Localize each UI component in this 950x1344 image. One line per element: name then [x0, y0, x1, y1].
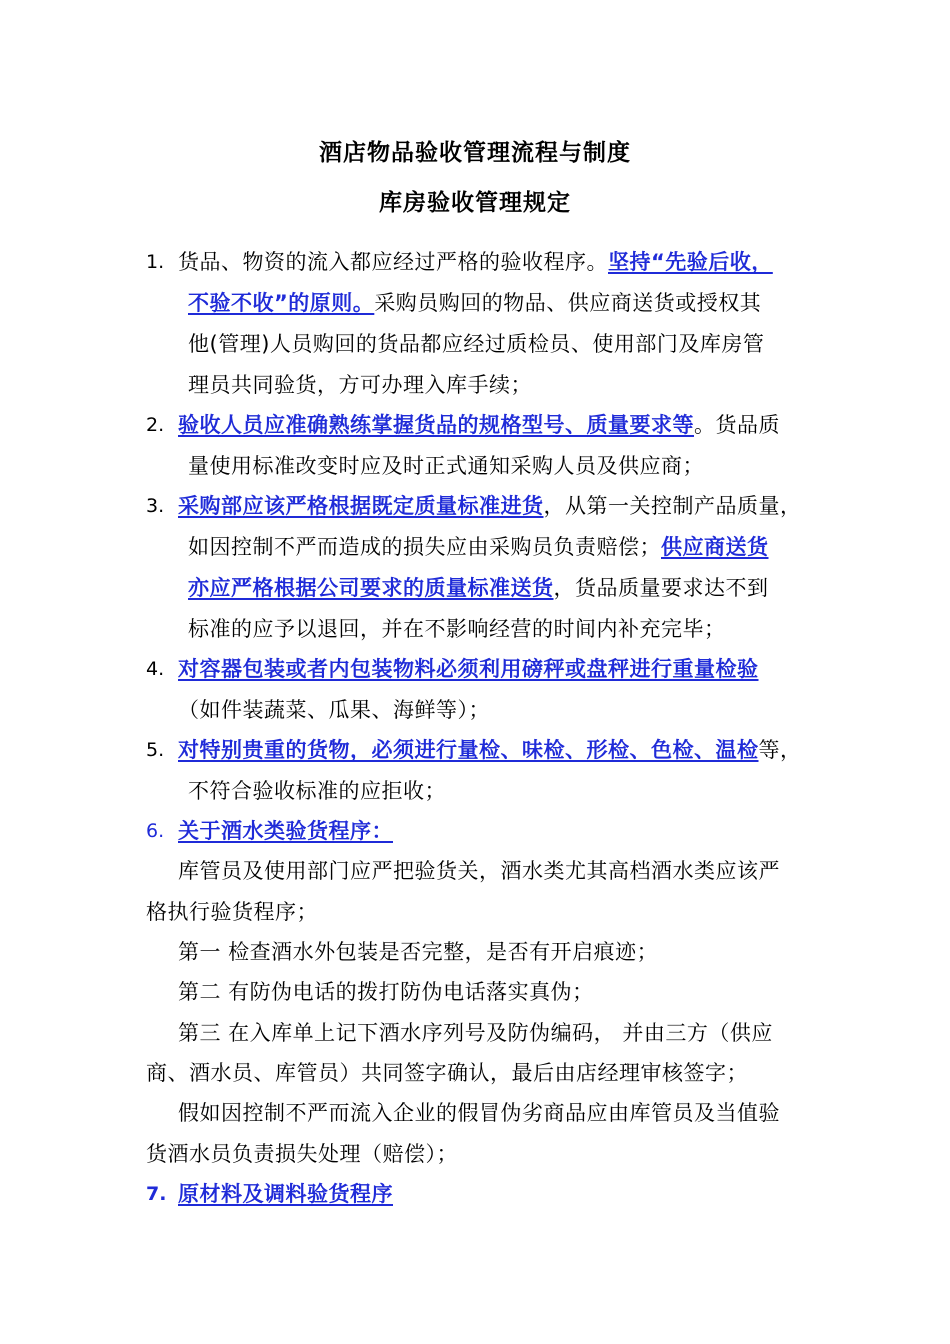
- item-6-highlight: 关于酒水类验货程序：: [178, 819, 393, 843]
- item-6-para-1-line-1: 库管员及使用部门应严把验货关，酒水类尤其高档酒水类应该严: [178, 859, 780, 883]
- item-3-line-1: [178, 492, 802, 520]
- item-6-step-2: 第二 有防伪电话的拨打防伪电话落实真伪；: [178, 980, 594, 1004]
- document-subtitle: 库房验收管理规定: [379, 190, 571, 216]
- item-6-step-1: 第一 检查酒水外包装是否完整，是否有开启痕迹；: [178, 940, 659, 964]
- item-3-text-2: 如因控制不严而造成的损失应由采购员负责赔偿；: [188, 535, 661, 559]
- document-title: 酒店物品验收管理流程与制度: [319, 140, 631, 166]
- item-1-text: 货品、物资的流入都应经过严格的验收程序。: [178, 250, 608, 274]
- item-6-number: 6.: [146, 820, 165, 842]
- item-1-line-3: 他(管理)人员购回的货品都应经过质检员、使用部门及库房管: [188, 332, 765, 356]
- item-1-line-1: [178, 248, 773, 276]
- item-3-highlight-2: 供应商送货: [661, 535, 769, 559]
- item-3-number: 3.: [146, 495, 165, 517]
- item-5-text: 等，: [758, 738, 802, 762]
- item-2-highlight: 验收人员应准确熟练掌握货品的规格型号、质量要求等: [178, 413, 694, 437]
- item-5-line-1: [178, 736, 802, 764]
- item-4-line-1: [178, 655, 759, 683]
- item-6-para-2-line-2: 货酒水员负责损失处理（赔偿）；: [146, 1142, 458, 1166]
- item-6-heading: [178, 817, 393, 845]
- item-7-number: 7.: [146, 1183, 167, 1205]
- item-1-number: 1.: [146, 251, 165, 273]
- item-3-text: ，从第一关控制产品质量，: [543, 494, 802, 518]
- item-3-line-2: [188, 533, 769, 561]
- item-4-highlight: 对容器包装或者内包装物料必须利用磅秤或盘秤进行重量检验: [178, 657, 759, 681]
- item-5-line-2: 不符合验收标准的应拒收；: [188, 779, 446, 803]
- item-3-line-3: [188, 574, 769, 602]
- item-5-number: 5.: [146, 739, 165, 761]
- item-6-step-3-line-1: 第三 在入库单上记下酒水序列号及防伪编码， 并由三方（供应: [178, 1021, 773, 1045]
- item-1-highlight: 坚持“先验后收，: [608, 250, 773, 274]
- item-1-line-2: [188, 289, 761, 317]
- item-4-number: 4.: [146, 658, 165, 680]
- item-6-step-3-line-2: 商、酒水员、库管员）共同签字确认，最后由店经理审核签字；: [146, 1061, 748, 1085]
- item-1-text-2: 采购员购回的物品、供应商送货或授权其: [374, 291, 762, 315]
- item-6-para-2-line-1: 假如因控制不严而流入企业的假冒伪劣商品应由库管员及当值验: [178, 1101, 780, 1125]
- item-1-highlight-2: 不验不收”的原则。: [188, 291, 375, 315]
- item-2-text: 。货品质: [694, 413, 780, 437]
- item-6-para-1-line-2: 格执行验货程序；: [146, 900, 318, 924]
- item-3-line-4: 标准的应予以退回，并在不影响经营的时间内补充完毕；: [188, 617, 726, 641]
- item-4-line-2: （如件装蔬菜、瓜果、海鲜等）；: [178, 698, 490, 722]
- item-3-text-3: ，货品质量要求达不到: [553, 576, 769, 600]
- item-7-heading: [178, 1180, 393, 1208]
- item-2-line-1: [178, 411, 780, 439]
- item-7-highlight: 原材料及调料验货程序: [178, 1182, 393, 1206]
- item-5-highlight: 对特别贵重的货物，必须进行量检、味检、形检、色检、温检: [178, 738, 759, 762]
- item-2-number: 2.: [146, 414, 165, 436]
- item-3-highlight: 采购部应该严格根据既定质量标准进货: [178, 494, 544, 518]
- item-2-line-2: 量使用标准改变时应及时正式通知采购人员及供应商；: [188, 454, 704, 478]
- item-1-line-4: 理员共同验货，方可办理入库手续；: [188, 373, 532, 397]
- item-3-highlight-3: 亦应严格根据公司要求的质量标准送货: [188, 576, 554, 600]
